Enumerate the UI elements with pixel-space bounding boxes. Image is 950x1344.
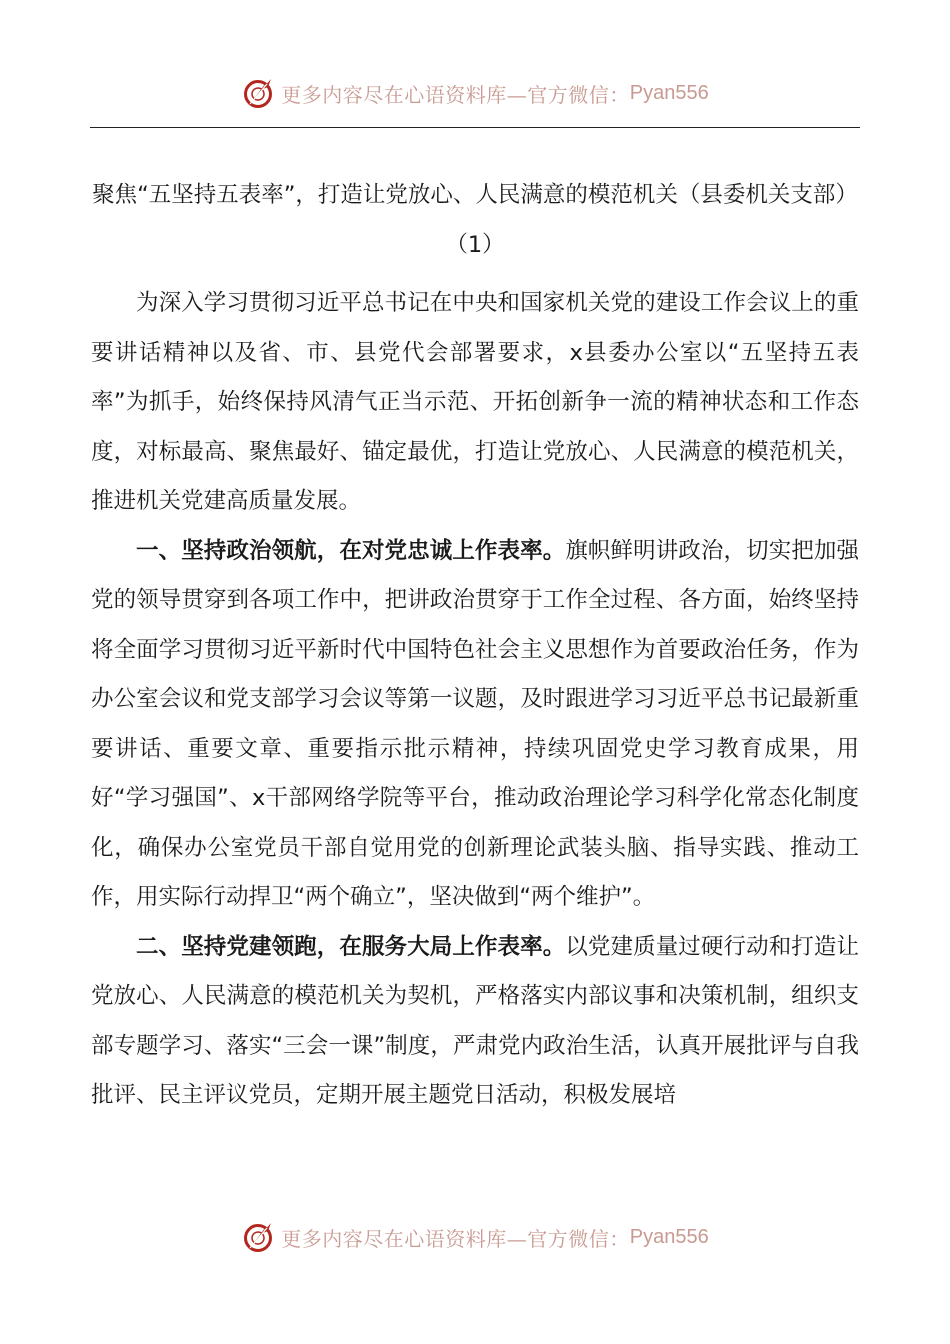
- banner-text: 更多内容尽在心语资料库—官方微信：: [281, 82, 630, 107]
- intro-paragraph: 为深入学习贯彻习近平总书记在中央和国家机关党的建设工作会议上的重要讲话精神以及省、市、县党代会部署要求，x县委办公室以“五坚持五表率”为抓手，始终保持风清气正当示范、开拓创新争一流的精神状态和工作态度，对标最高、聚焦最好、锚定最优，打造让党放心、人民满意的模范机关，推进机关党建高质量发展。: [91, 290, 859, 514]
- section-2-paragraph: [91, 923, 859, 1121]
- quill-logo-icon: [241, 1219, 277, 1255]
- section-2-body: 以党建质量过硬行动和打造让党放心、人民满意的模范机关为契机，严格落实内部议事和决策机制，组织支部专题学习、落实“三会一课”制度，严肃党内政治生活，认真开展批评与自我批评、民主评议党员，定期开展主题党日活动，积极发展培: [91, 933, 859, 1108]
- section-1-paragraph: [91, 527, 859, 923]
- banner-text: 更多内容尽在心语资料库—官方微信：: [281, 1226, 630, 1251]
- footer-watermark-banner: [0, 1217, 950, 1257]
- quill-logo-icon: [241, 75, 277, 111]
- header-watermark-banner: [0, 73, 950, 113]
- section-1-heading: 一、坚持政治领航，在对党忠诚上作表率。: [136, 537, 566, 564]
- banner-wechat-id: Pyan556: [629, 81, 709, 104]
- header-divider: [90, 127, 860, 128]
- document-title: 聚焦“五坚持五表率”，打造让党放心、人民满意的模范机关（县委机关支部）（1）: [92, 182, 858, 258]
- section-2-heading: 二、坚持党建领跑，在服务大局上作表率。: [136, 933, 566, 960]
- banner-wechat-id: Pyan556: [629, 1225, 709, 1248]
- section-1-body: 旗帜鲜明讲政治，切实把加强党的领导贯穿到各项工作中，把讲政治贯穿于工作全过程、各方面，始终坚持将全面学习贯彻习近平新时代中国特色社会主义思想作为首要政治任务，作为办公室会议和党支部学习会议等第一议题，及时跟进学习习近平总书记最新重要讲话、重要文章、重要指示批示精神，持续巩固党史学习教育成果，用好“学习强国”、x干部网络学院等平台，推动政治理论学习科学化常态化制度化，确保办公室党员干部自觉用党的创新理论武装头脑、指导实践、推动工作，用实际行动捍卫“两个确立”，坚决做到“两个维护”。: [91, 537, 859, 910]
- document-body: [91, 171, 859, 1121]
